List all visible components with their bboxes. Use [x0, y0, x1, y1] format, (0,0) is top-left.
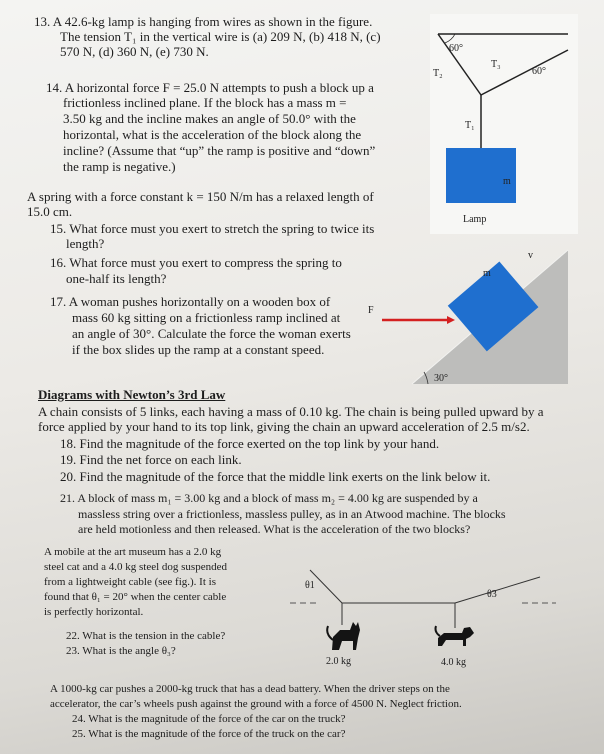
spring-intro-line-1: A spring with a force constant k = 150 N/m has a relaxed length of: [27, 189, 374, 204]
problem-14-line-4: horizontal, what is the acceleration of the block along the: [63, 127, 362, 142]
problem-18: 18. Find the magnitude of the force exerted on the top link by your hand.: [60, 436, 440, 451]
problem-24: 24. What is the magnitude of the force of the car on the truck?: [72, 713, 346, 725]
problem-19: 19. Find the net force on each link.: [60, 452, 242, 467]
t1-label: T₁: [465, 120, 475, 131]
theta3-label: θ3: [487, 589, 497, 600]
velocity-label: v: [528, 250, 533, 261]
problem-14-line-1: 14. A horizontal force F = 25.0 N attempts to push a block up a: [46, 80, 374, 95]
chain-intro-line-2: force applied by your hand to its top link, giving the chain an upward acceleration of 2.5 m/s2.: [38, 419, 530, 434]
problem-20: 20. Find the magnitude of the force that the middle link exerts on the link below it.: [60, 469, 491, 484]
problem-17-line-4: if the box slides up the ramp at a constant speed.: [72, 342, 325, 357]
dog-silhouette: [436, 626, 475, 646]
mobile-intro-line-2: steel cat and a 4.0 kg steel dog suspended: [44, 561, 227, 573]
problem-16-line-2: one-half its length?: [66, 271, 167, 286]
theta1-label: θ1: [305, 580, 315, 591]
force-label: F: [368, 305, 374, 316]
problem-13-line-1: 13. A 42.6-kg lamp is hanging from wires as shown in the figure.: [34, 14, 373, 29]
spring-intro-line-2: 15.0 cm.: [27, 204, 73, 219]
truck-intro-line-1: A 1000-kg car pushes a 2000-kg truck that has a dead battery. When the driver steps on the: [50, 683, 450, 695]
problem-21-line-3: are held motionless and then released. What is the acceleration of the two blocks?: [78, 522, 471, 536]
cat-mass-label: 2.0 kg: [326, 656, 351, 667]
ramp-mass-label: m: [483, 268, 491, 279]
dog-mass-label: 4.0 kg: [441, 657, 466, 668]
problem-16-line-1: 16. What force must you exert to compress the spring to: [50, 255, 342, 270]
mobile-intro-line-3: from a lightweight cable (see fig.). It is: [44, 576, 216, 588]
problem-21-line-1: 21. A block of mass m₁ = 3.00 kg and a block of mass m₂ = 4.00 kg are suspended by a: [60, 491, 478, 505]
problem-13-line-2: The tension T₁ in the vertical wire is (a) 209 N, (b) 418 N, (c): [60, 29, 381, 44]
problem-17-line-1: 17. A woman pushes horizontally on a wooden box of: [50, 294, 331, 309]
problem-14-line-5: incline? (Assume that “up” the ramp is positive and “down”: [63, 143, 376, 158]
chain-intro-line-1: A chain consists of 5 links, each having a mass of 0.10 kg. The chain is being pulled upward by a: [38, 404, 544, 419]
problem-21-line-2: massless string over a frictionless, massless pulley, as in an Atwood machine. The blocks: [78, 507, 506, 521]
section-heading: Diagrams with Newton’s 3rd Law: [38, 387, 226, 402]
lamp-caption: Lamp: [463, 214, 487, 225]
right-cable: [455, 577, 540, 603]
mobile-intro-line-4: found that θ₁ = 20° when the center cable: [44, 591, 227, 603]
cat-silhouette: [327, 622, 360, 650]
angle-left-label: 60°: [449, 43, 463, 54]
problem-17-line-2: mass 60 kg sitting on a frictionless ramp inclined at: [72, 310, 341, 325]
problem-14-line-6: the ramp is negative.): [63, 159, 176, 174]
problem-25: 25. What is the magnitude of the force of the truck on the car?: [72, 728, 346, 740]
mobile-intro-line-5: is perfectly horizontal.: [44, 606, 144, 618]
problem-13-line-3: 570 N, (d) 360 N, (e) 730 N.: [60, 44, 209, 59]
t2-label: T₂: [433, 68, 443, 79]
problem-22: 22. What is the tension in the cable?: [66, 630, 226, 642]
problem-15-line-1: 15. What force must you exert to stretch the spring to twice its: [50, 221, 375, 236]
problem-15-line-2: length?: [66, 236, 105, 251]
truck-intro-line-2: accelerator, the car’s wheels push against the ground with a force of 4500 N. Neglect friction.: [50, 698, 462, 710]
mobile-intro-line-1: A mobile at the art museum has a 2.0 kg: [44, 546, 222, 558]
problem-23: 23. What is the angle θ₃?: [66, 645, 176, 657]
ramp-angle-label: 30°: [434, 373, 448, 384]
angle-right-label: 60°: [532, 66, 546, 77]
lamp-mass-label: m: [503, 176, 511, 187]
left-cable: [310, 570, 342, 603]
t3-label: T₃: [491, 59, 501, 70]
problem-17-line-3: an angle of 30°. Calculate the force the woman exerts: [72, 326, 351, 341]
problem-14-line-2: frictionless inclined plane. If the block has a mass m =: [63, 95, 347, 110]
problem-14-line-3: 3.50 kg and the incline makes an angle of 50.0° with the: [63, 111, 356, 126]
